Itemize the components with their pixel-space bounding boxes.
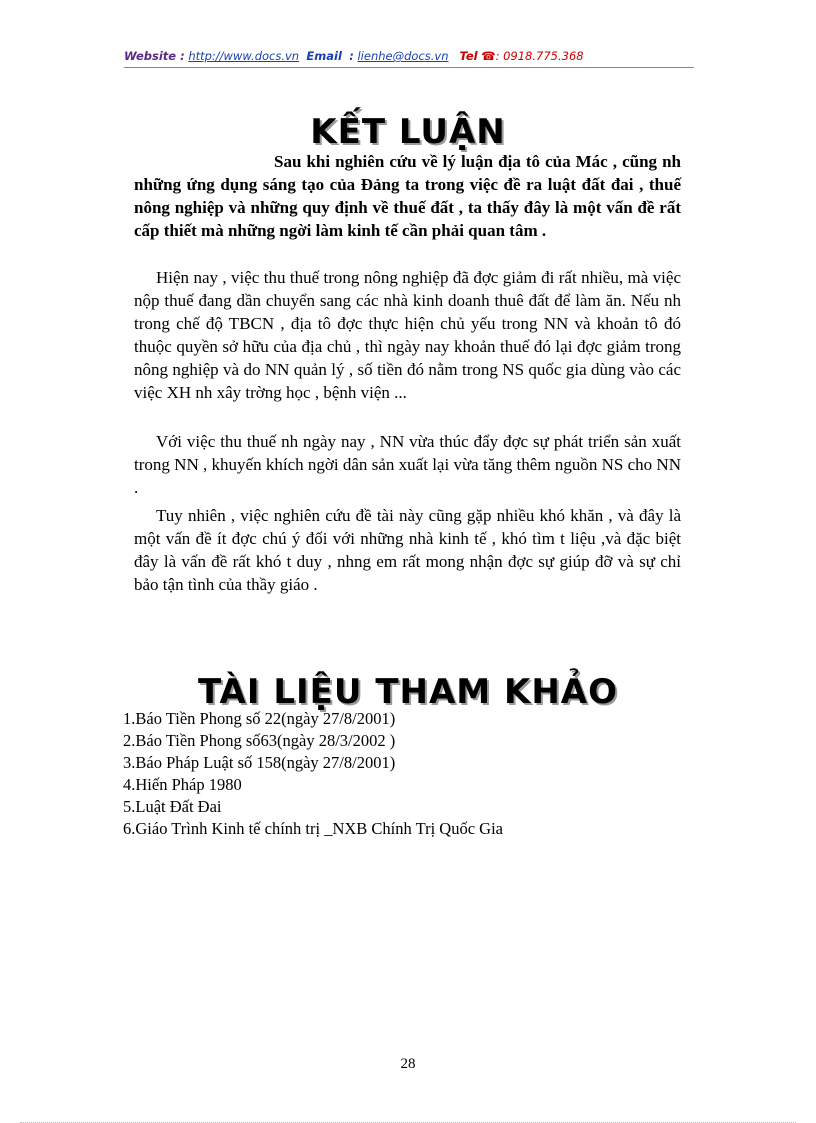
- email-label: Email: [306, 49, 342, 63]
- list-item: 3.Báo Pháp Luật số 158(ngày 27/8/2001): [123, 753, 396, 772]
- tel-label: Tel: [459, 49, 478, 63]
- body-paragraph-2: [134, 430, 681, 499]
- tel-value: : 0918.775.368: [495, 49, 584, 63]
- list-item: 6.Giáo Trình Kinh tế chính trị _NXB Chính Trị Quốc Gia: [123, 819, 503, 838]
- website-link[interactable]: http://www.docs.vn: [188, 49, 300, 63]
- body-paragraph-3: [134, 504, 681, 596]
- page-header: [124, 49, 694, 63]
- list-item: 2.Báo Tiền Phong số63(ngày 28/3/2002 ): [123, 731, 396, 750]
- body-paragraph-1: [134, 266, 681, 404]
- list-item: 5.Luật Đất Đai: [123, 797, 222, 816]
- conclusion-lead: Sau khi nghiên cứu về lý luận địa tô của Mác , cũng nh những ứng dụng sáng tạo của Đảng ta trong việc đề ra luật đất đai , thuế nông nghiệp và những quy định về thuế đất , ta thấy đây là một vấn đề rất cấp thiết mà những ngời làm kinh tế cần phải quan tâm .: [134, 152, 681, 240]
- paragraph-text: Hiện nay , việc thu thuế trong nông nghiệp đã đợc giảm đi rất nhiều, mà việc nộp thuế đang dần chuyển sang các nhà kinh doanh thuê đất để làm ăn. Nếu nh trong chế độ TBCN , địa tô đợc thực hiện chủ yếu trong NN và khoản tô đó thuộc quyền sở hữu của địa chủ , thì ngày nay khoản thuế đó lại đợc giảm trong nông nghiệp và do NN quản lý , số tiền đó nằm trong NS quốc gia dùng vào các việc XH nh xây trờng học , bệnh viện ...: [134, 268, 681, 402]
- conclusion-title: KẾT LUẬN: [310, 112, 506, 152]
- phone-icon: ☎: [481, 49, 496, 63]
- paragraph-text: Với việc thu thuế nh ngày nay , NN vừa thúc đẩy đợc sự phát triển sản xuất trong NN , khuyến khích ngời dân sản xuất lại vừa tăng thêm nguồn NS cho NN .: [134, 432, 681, 497]
- email-separator: :: [349, 49, 354, 63]
- references-title: TÀI LIỆU THAM KHẢO: [198, 672, 618, 712]
- references-list: [123, 708, 683, 840]
- header-divider: [124, 67, 694, 68]
- website-label: Website :: [124, 49, 185, 63]
- paragraph-text: Tuy nhiên , việc nghiên cứu đề tài này cũng gặp nhiều khó khăn , và đây là một vấn đề ít đợc chú ý đối với những nhà kinh tế , khó tìm t liệu ,và đặc biệt đây là vấn đề rất khó t duy , nhng em rất mong nhận đợc sự giúp đỡ và sự chỉ bảo tận tình của thầy giáo .: [134, 506, 681, 594]
- page-number: 28: [400, 1056, 416, 1072]
- email-link[interactable]: lienhe@docs.vn: [357, 49, 449, 63]
- list-item: 1.Báo Tiền Phong số 22(ngày 27/8/2001): [123, 709, 396, 728]
- list-item: 4.Hiến Pháp 1980: [123, 775, 242, 794]
